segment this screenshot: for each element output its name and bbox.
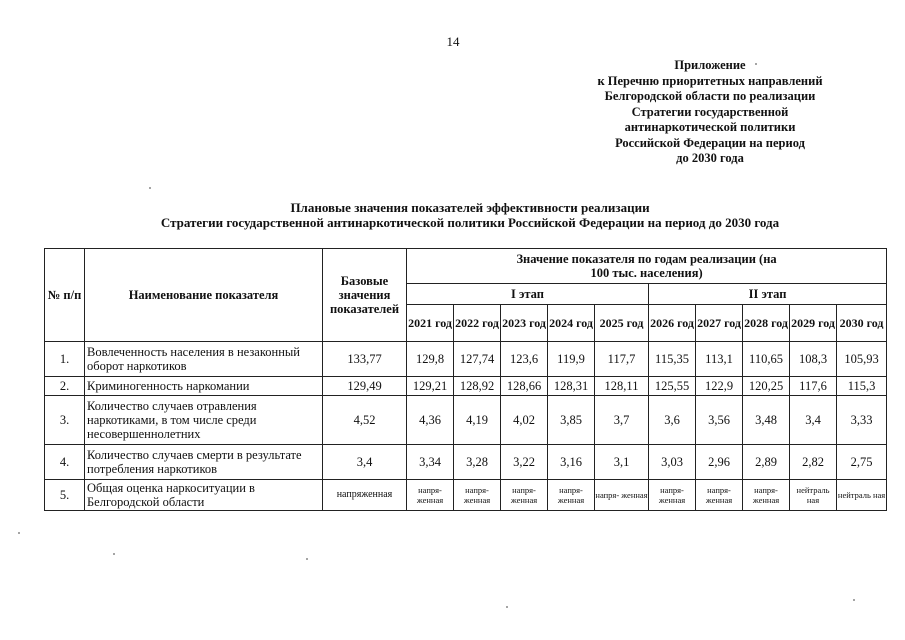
year-header: 2021 год <box>407 305 454 342</box>
year-header: 2025 год <box>595 305 649 342</box>
year-value: 128,66 <box>501 377 548 396</box>
year-header: 2024 год <box>548 305 595 342</box>
year-value: напря- женная <box>501 480 548 511</box>
year-value: напря- женная <box>548 480 595 511</box>
year-value: нейтраль ная <box>790 480 837 511</box>
year-value: 3,6 <box>649 396 696 445</box>
table-row <box>45 396 887 445</box>
base-value: 129,49 <box>323 377 407 396</box>
year-value: напря- женная <box>595 480 649 511</box>
year-value: 105,93 <box>837 342 887 377</box>
col-num-header: № п/п <box>45 249 85 342</box>
year-value: напря- женная <box>649 480 696 511</box>
year-value: 3,22 <box>501 445 548 480</box>
year-header: 2027 год <box>696 305 743 342</box>
year-value: 3,34 <box>407 445 454 480</box>
header-row <box>45 249 887 284</box>
indicator-name: Общая оценка наркоситуации в Белгородской области <box>85 480 323 511</box>
year-value: 115,35 <box>649 342 696 377</box>
year-value: 127,74 <box>454 342 501 377</box>
year-value: 3,4 <box>790 396 837 445</box>
year-value: 2,82 <box>790 445 837 480</box>
year-value: 2,75 <box>837 445 887 480</box>
indicators-table <box>44 248 887 511</box>
year-value: 113,1 <box>696 342 743 377</box>
year-header: 2029 год <box>790 305 837 342</box>
year-value: 115,3 <box>837 377 887 396</box>
year-value: 2,89 <box>743 445 790 480</box>
table-row <box>45 342 887 377</box>
year-value: 3,33 <box>837 396 887 445</box>
year-value: нейтраль ная <box>837 480 887 511</box>
document-title <box>40 200 900 230</box>
year-header: 2026 год <box>649 305 696 342</box>
appendix-line: Белгородской области по реализации <box>604 89 816 103</box>
appendix-line: до 2030 года <box>676 151 744 165</box>
col-name-header: Наименование показателя <box>85 249 323 342</box>
year-value: напря- женная <box>407 480 454 511</box>
year-value: 119,9 <box>548 342 595 377</box>
year-value: 125,55 <box>649 377 696 396</box>
year-value: 128,92 <box>454 377 501 396</box>
year-value: 3,7 <box>595 396 649 445</box>
base-value: 133,77 <box>323 342 407 377</box>
year-value: 128,11 <box>595 377 649 396</box>
scan-speck <box>149 187 151 189</box>
year-header: 2030 год <box>837 305 887 342</box>
scan-speck <box>18 532 20 534</box>
appendix-line: антинаркотической политики <box>624 120 796 134</box>
year-value: напря- женная <box>743 480 790 511</box>
page-number: 14 <box>446 34 460 49</box>
stage2-header: II этап <box>649 284 887 305</box>
stage1-header: I этап <box>407 284 649 305</box>
year-value: 3,56 <box>696 396 743 445</box>
year-value: 122,9 <box>696 377 743 396</box>
year-value: напря- женная <box>696 480 743 511</box>
year-value: 4,19 <box>454 396 501 445</box>
appendix-line: Стратегии государственной <box>631 104 789 119</box>
year-value: 4,36 <box>407 396 454 445</box>
indicator-name: Криминогенность наркомании <box>85 377 323 396</box>
appendix-line: к Перечню приоритетных направлений <box>597 73 823 88</box>
row-number: 4. <box>45 445 85 480</box>
year-value: 2,96 <box>696 445 743 480</box>
appendix-line: Российской Федерации на период <box>615 135 805 150</box>
indicator-name: Вовлеченность населения в незаконный оборот наркотиков <box>85 342 323 377</box>
year-header: 2023 год <box>501 305 548 342</box>
table-row <box>45 377 887 396</box>
table-row <box>45 480 887 511</box>
year-value: 4,02 <box>501 396 548 445</box>
scan-speck <box>306 558 308 560</box>
appendix-line: Приложение <box>674 58 746 72</box>
row-number: 1. <box>45 342 85 377</box>
year-value: 117,6 <box>790 377 837 396</box>
title-line: Стратегии государственной антинаркотической политики Российской Федерации на период до 2030 года <box>160 215 780 230</box>
indicator-name: Количество случаев отравления наркотиками, в том числе среди несовершеннолетних <box>85 396 323 445</box>
base-value: напряженная <box>323 480 407 511</box>
year-header: 2028 год <box>743 305 790 342</box>
scan-speck <box>853 599 855 601</box>
year-value: напря- женная <box>454 480 501 511</box>
year-value: 108,3 <box>790 342 837 377</box>
title-line: Плановые значения показателей эффективности реализации <box>290 200 650 215</box>
year-value: 120,25 <box>743 377 790 396</box>
scan-speck <box>113 553 115 555</box>
year-value: 3,48 <box>743 396 790 445</box>
year-value: 117,7 <box>595 342 649 377</box>
indicator-name: Количество случаев смерти в результате потребления наркотиков <box>85 445 323 480</box>
scan-speck <box>506 606 508 608</box>
year-value: 3,16 <box>548 445 595 480</box>
year-value: 129,21 <box>407 377 454 396</box>
scan-speck <box>755 63 757 65</box>
row-number: 2. <box>45 377 85 396</box>
year-value: 3,85 <box>548 396 595 445</box>
base-value: 3,4 <box>323 445 407 480</box>
year-header: 2022 год <box>454 305 501 342</box>
year-value: 3,28 <box>454 445 501 480</box>
table-row <box>45 445 887 480</box>
col-base-header: Базовые значения показателей <box>323 249 407 342</box>
appendix-header <box>560 58 860 167</box>
year-value: 128,31 <box>548 377 595 396</box>
year-value: 3,1 <box>595 445 649 480</box>
base-value: 4,52 <box>323 396 407 445</box>
year-value: 110,65 <box>743 342 790 377</box>
year-value: 123,6 <box>501 342 548 377</box>
col-values-header: Значение показателя по годам реализации (на 100 тыс. населения) <box>407 249 887 284</box>
year-value: 129,8 <box>407 342 454 377</box>
row-number: 3. <box>45 396 85 445</box>
year-value: 3,03 <box>649 445 696 480</box>
row-number: 5. <box>45 480 85 511</box>
